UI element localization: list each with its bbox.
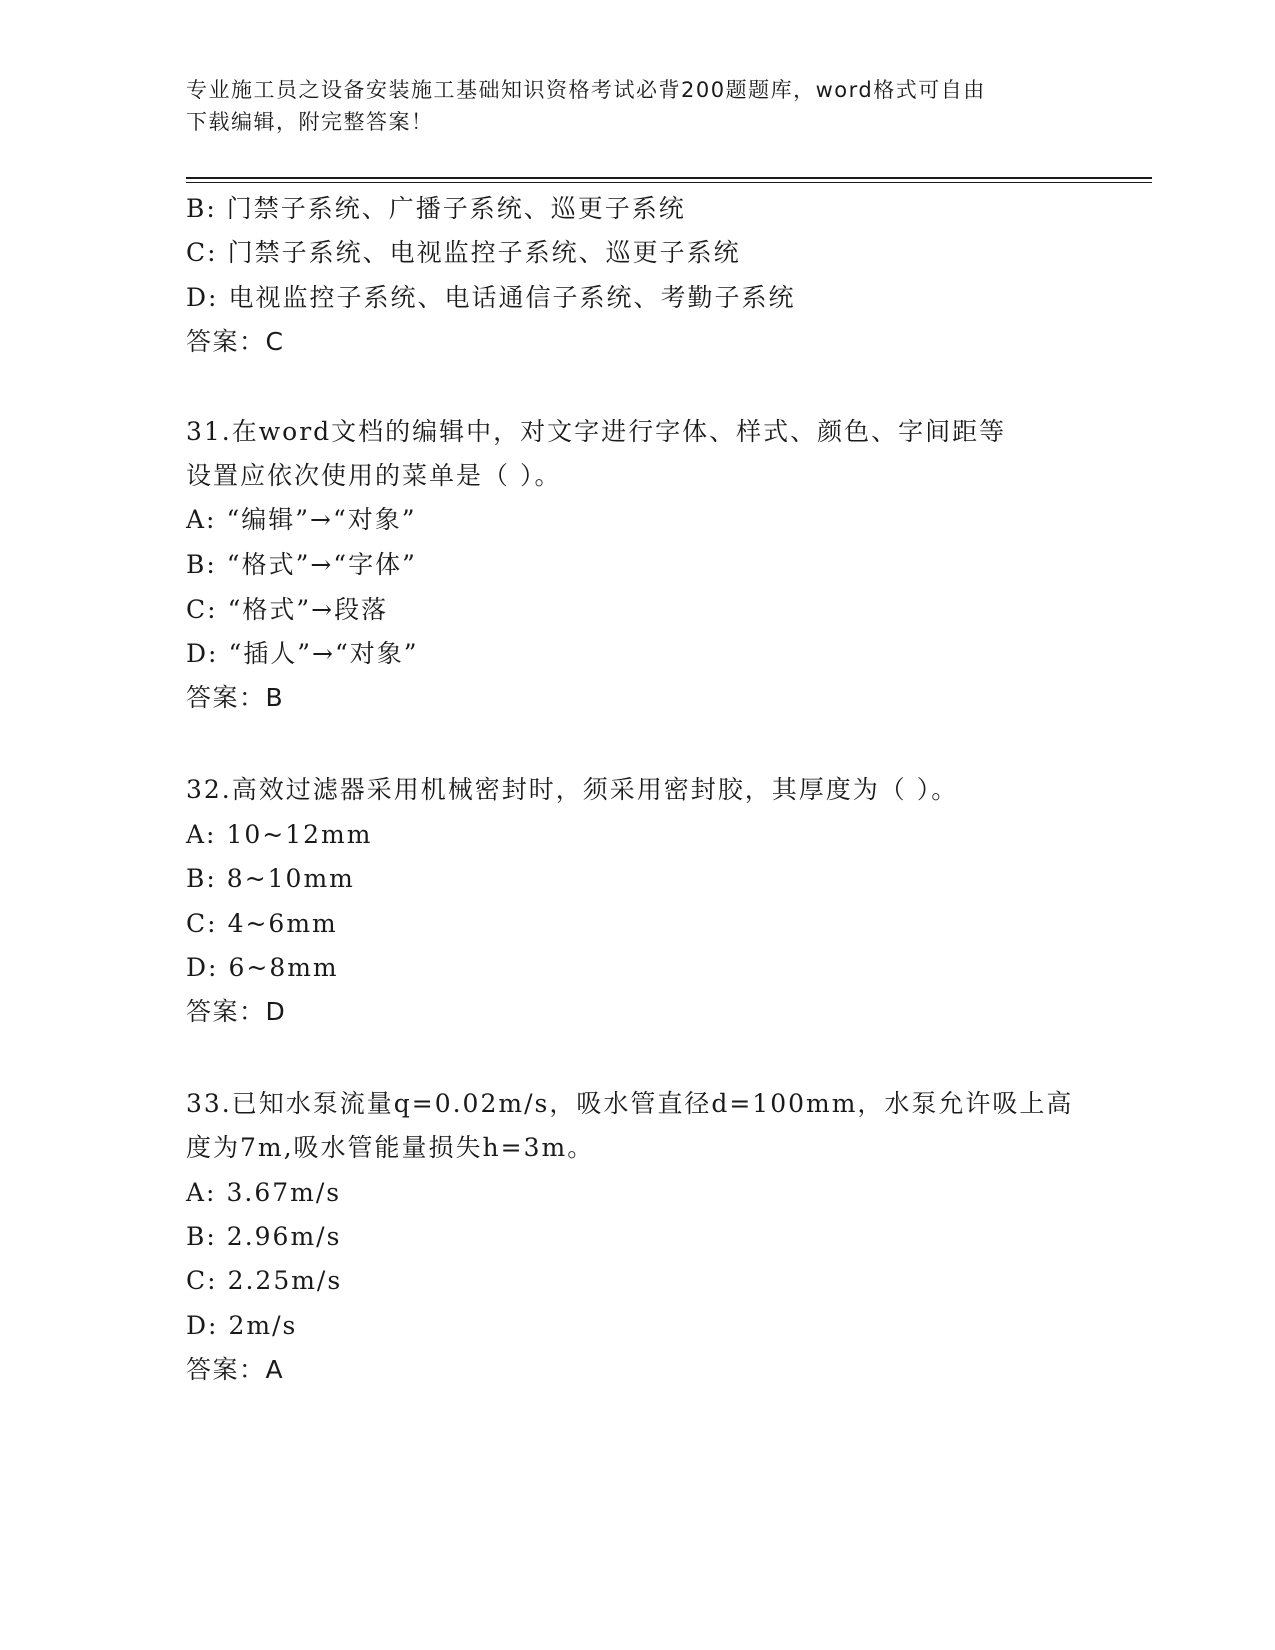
q32-option-d: [186, 951, 339, 985]
q33-answer: 答案：A: [186, 1355, 285, 1384]
q31-option-d: [186, 637, 419, 671]
option-text: 电视监控子系统、电话通信子系统、考勤子系统: [228, 283, 796, 312]
option-text: 门禁子系统、电视监控子系统、巡更子系统: [227, 238, 741, 267]
document-header: [186, 74, 1066, 138]
q30-answer: 答案：C: [186, 327, 285, 356]
q33-stem-line-2: 度为7m,吸水管能量损失h=3m。: [186, 1133, 595, 1162]
option-letter: D:: [186, 953, 219, 982]
option-letter: D:: [186, 283, 219, 312]
option-text: 10~12mm: [226, 820, 373, 849]
q32-stem-line-1: 32.高效过滤器采用机械密封时，须采用密封胶，其厚度为（ ）。: [186, 775, 959, 804]
option-text: 2.25m/s: [227, 1266, 343, 1295]
option-letter: C:: [186, 909, 218, 938]
header-title-line-1: 专业施工员之设备安装施工基础知识资格考试必背200题题库，word格式可自由: [186, 78, 986, 102]
q31-answer: 答案：B: [186, 683, 285, 712]
q30-option-b: [186, 192, 686, 226]
q33-option-d: [186, 1309, 297, 1343]
option-letter: C:: [186, 238, 218, 267]
q31-option-b: [186, 548, 417, 582]
q32-answer: 答案：D: [186, 997, 287, 1026]
option-letter: C:: [186, 1266, 218, 1295]
option-text: 门禁子系统、广播子系统、巡更子系统: [226, 194, 686, 223]
option-letter: B:: [186, 194, 217, 223]
option-text: “格式”→“字体”: [226, 550, 417, 579]
q31-stem-line-1: 31.在word文档的编辑中，对文字进行字体、样式、颜色、字间距等: [186, 417, 1007, 446]
option-text: “编辑”→“对象”: [226, 505, 417, 534]
header-divider-thin: [186, 182, 1152, 183]
header-divider-thick: [186, 177, 1152, 179]
option-letter: D:: [186, 639, 219, 668]
q32-option-b: [186, 862, 355, 896]
option-text: 4~6mm: [227, 909, 338, 938]
option-letter: A:: [186, 505, 217, 534]
option-letter: A:: [186, 820, 217, 849]
q30-option-c: [186, 236, 741, 270]
header-title-line-2: 下载编辑，附完整答案！: [186, 110, 434, 134]
option-text: 2.96m/s: [226, 1222, 342, 1251]
option-letter: B:: [186, 864, 217, 893]
option-letter: D:: [186, 1311, 219, 1340]
option-letter: B:: [186, 1222, 217, 1251]
option-text: 3.67m/s: [226, 1178, 342, 1207]
option-text: 8~10mm: [226, 864, 355, 893]
q31-option-c: [186, 593, 388, 627]
option-text: “插人”→“对象”: [228, 639, 419, 668]
q31-option-a: [186, 503, 417, 537]
q33-option-a: [186, 1176, 341, 1210]
q31-stem-line-2: 设置应依次使用的菜单是（ ）。: [186, 461, 562, 490]
option-letter: A:: [186, 1178, 217, 1207]
option-text: 6~8mm: [228, 953, 339, 982]
option-text: “格式”→段落: [227, 595, 389, 624]
option-letter: C:: [186, 595, 218, 624]
q32-option-c: [186, 907, 338, 941]
q33-stem-line-1: 33.已知水泵流量q=0.02m/s，吸水管直径d=100mm，水泵允许吸上高: [186, 1089, 1074, 1118]
q32-option-a: [186, 818, 372, 852]
option-letter: B:: [186, 550, 217, 579]
q30-option-d: [186, 281, 795, 315]
q33-option-b: [186, 1220, 341, 1254]
q33-option-c: [186, 1264, 342, 1298]
option-text: 2m/s: [228, 1311, 298, 1340]
